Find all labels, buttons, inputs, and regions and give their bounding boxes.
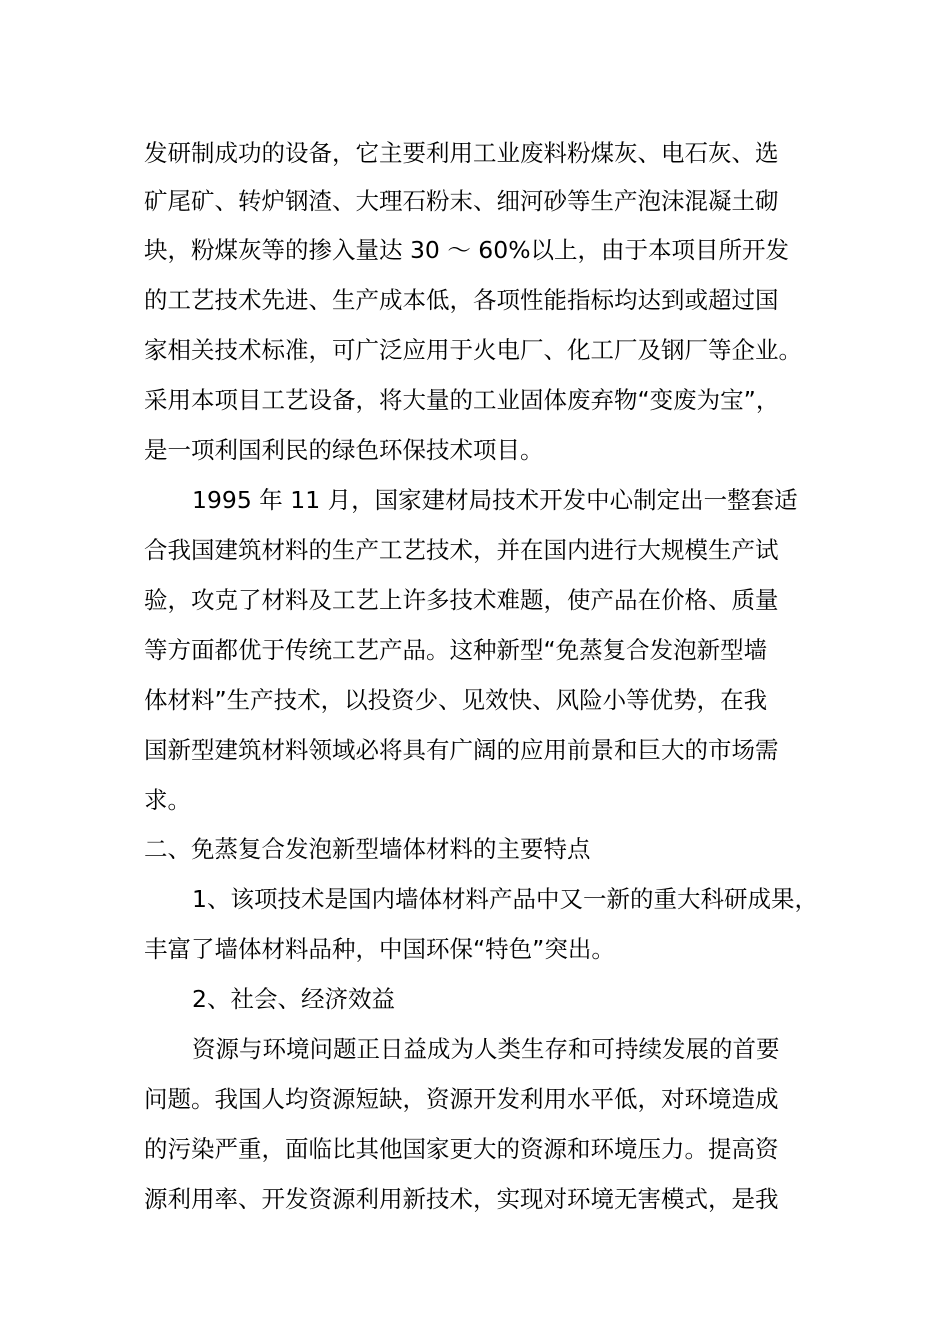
text-line-17: 丰富了墙体材料品种，中国环保“特色”突出。 xyxy=(144,935,615,963)
list-item-2: 2、社会、经济效益 xyxy=(192,985,395,1013)
section-heading: 二、免蒸复合发泡新型墙体材料的主要特点 xyxy=(144,835,591,863)
text-line-12: 体材料”生产技术，以投资少、见效快、风险小等优势，在我 xyxy=(144,686,768,714)
text-line-14: 求。 xyxy=(144,786,191,814)
text-line-2: 矿尾矿、转炉钢渣、大理石粉末、细河砂等生产泡沫混凝土砌 xyxy=(144,187,779,215)
text-line-6: 采用本项目工艺设备，将大量的工业固体废弃物“变废为宝”， xyxy=(144,386,780,414)
paragraph-start-1995: 1995 年 11 月，国家建材局技术开发中心制定出一整套适 xyxy=(192,486,798,514)
text-line-22: 源利用率、开发资源利用新技术，实现对环境无害模式，是我 xyxy=(144,1185,779,1213)
text-line-3: 块，粉煤灰等的掺入量达 30 ～ 60%以上，由于本项目所开发 xyxy=(144,236,790,264)
text-line-7: 是一项利国利民的绿色环保技术项目。 xyxy=(144,436,544,464)
text-line-9: 合我国建筑材料的生产工艺技术，并在国内进行大规模生产试 xyxy=(144,536,779,564)
text-line-4: 的工艺技术先进、生产成本低，各项性能指标均达到或超过国 xyxy=(144,286,779,314)
paragraph-start-resources: 资源与环境问题正日益成为人类生存和可持续发展的首要 xyxy=(192,1035,780,1063)
list-item-1: 1、该项技术是国内墙体材料产品中又一新的重大科研成果， xyxy=(192,885,818,913)
text-line-11: 等方面都优于传统工艺产品。这种新型“免蒸复合发泡新型墙 xyxy=(144,636,768,664)
text-line-13: 国新型建筑材料领域必将具有广阔的应用前景和巨大的市场需 xyxy=(144,736,779,764)
text-line-5: 家相关技术标准，可广泛应用于火电厂、化工厂及钢厂等企业。 xyxy=(144,336,802,364)
text-line-10: 验，攻克了材料及工艺上许多技术难题，使产品在价格、质量 xyxy=(144,586,779,614)
text-line-21: 的污染严重，面临比其他国家更大的资源和环境压力。提高资 xyxy=(144,1135,779,1163)
text-line-20: 问题。我国人均资源短缺，资源开发利用水平低，对环境造成 xyxy=(144,1085,779,1113)
text-line-1: 发研制成功的设备，它主要利用工业废料粉煤灰、电石灰、选 xyxy=(144,139,779,167)
